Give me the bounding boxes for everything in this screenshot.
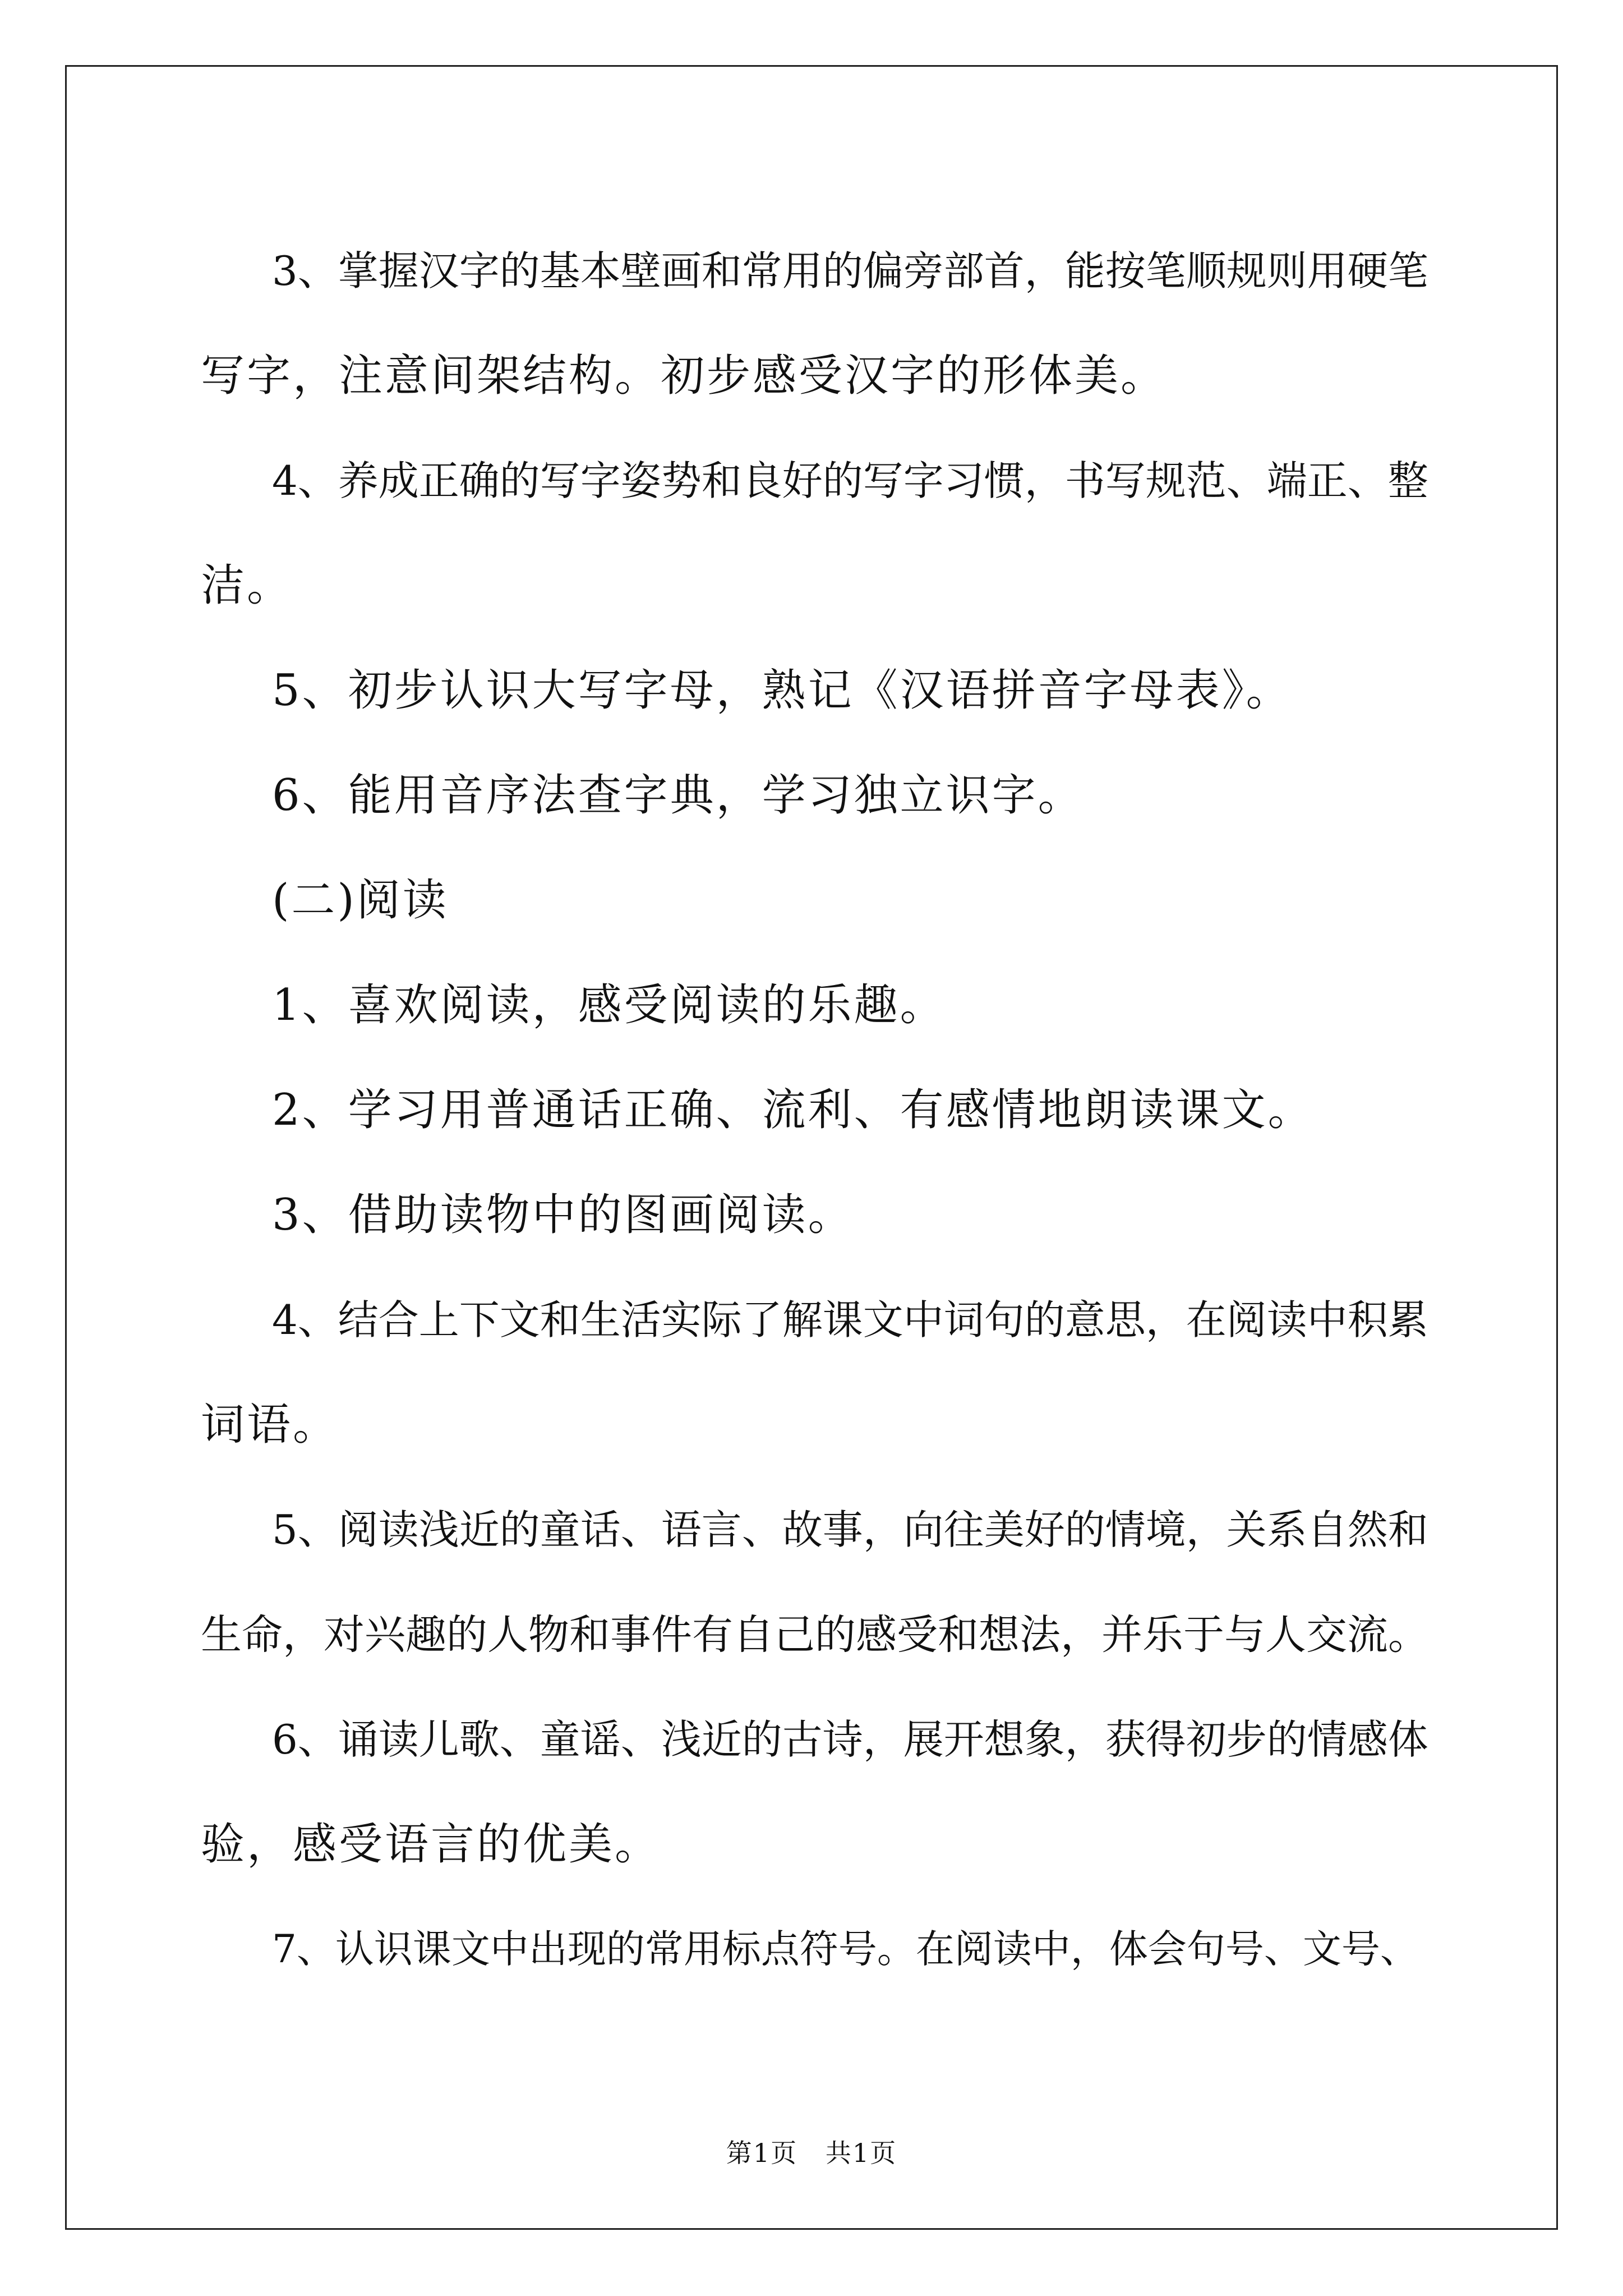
page-footer: 第1页 共1页: [726, 2138, 897, 2168]
paragraph-line: 1、喜欢阅读，感受阅读的乐趣。: [272, 980, 946, 1030]
paragraph-line: 词语。: [201, 1400, 339, 1450]
paragraph-line: 3、借助读物中的图画阅读。: [272, 1190, 854, 1240]
paragraph-line: 生命，对兴趣的人物和事件有自己的感受和想法，并乐于与人交流。: [201, 1611, 1429, 1659]
paragraph-line: 2、学习用普通话正确、流利、有感情地朗读课文。: [272, 1085, 1314, 1135]
paragraph-line: 6、诵读儿歌、童谣、浅近的古诗，展开想象，获得初步的情感体: [272, 1716, 1428, 1763]
paragraph-line: 4、结合上下文和生活实际了解课文中词句的意思，在阅读中积累: [272, 1296, 1428, 1343]
paragraph-line: 4、养成正确的写字姿势和良好的写字习惯，书写规范、端正、整: [272, 457, 1428, 504]
paragraph-line: 7、认识课文中出现的常用标点符号。在阅读中，体会句号、文号、: [272, 1927, 1419, 1972]
paragraph-line: 5、阅读浅近的童话、语言、故事，向往美好的情境，关系自然和: [272, 1506, 1428, 1553]
document-body: [201, 219, 1435, 2002]
paragraph-line: 3、掌握汉字的基本壁画和常用的偏旁部首，能按笔顺规则用硬笔: [272, 247, 1428, 295]
paragraph-line: 写字，注意间架结构。初步感受汉字的形体美。: [201, 351, 1167, 401]
section-heading: (二)阅读: [272, 875, 449, 926]
paragraph-line: 6、能用音序法查字典，学习独立识字。: [272, 770, 1084, 821]
paragraph-line: 验，感受语言的优美。: [201, 1819, 661, 1870]
paragraph-line: 5、初步认识大写字母，熟记《汉语拼音字母表》。: [272, 665, 1292, 716]
paragraph-line: 洁。: [201, 560, 293, 611]
